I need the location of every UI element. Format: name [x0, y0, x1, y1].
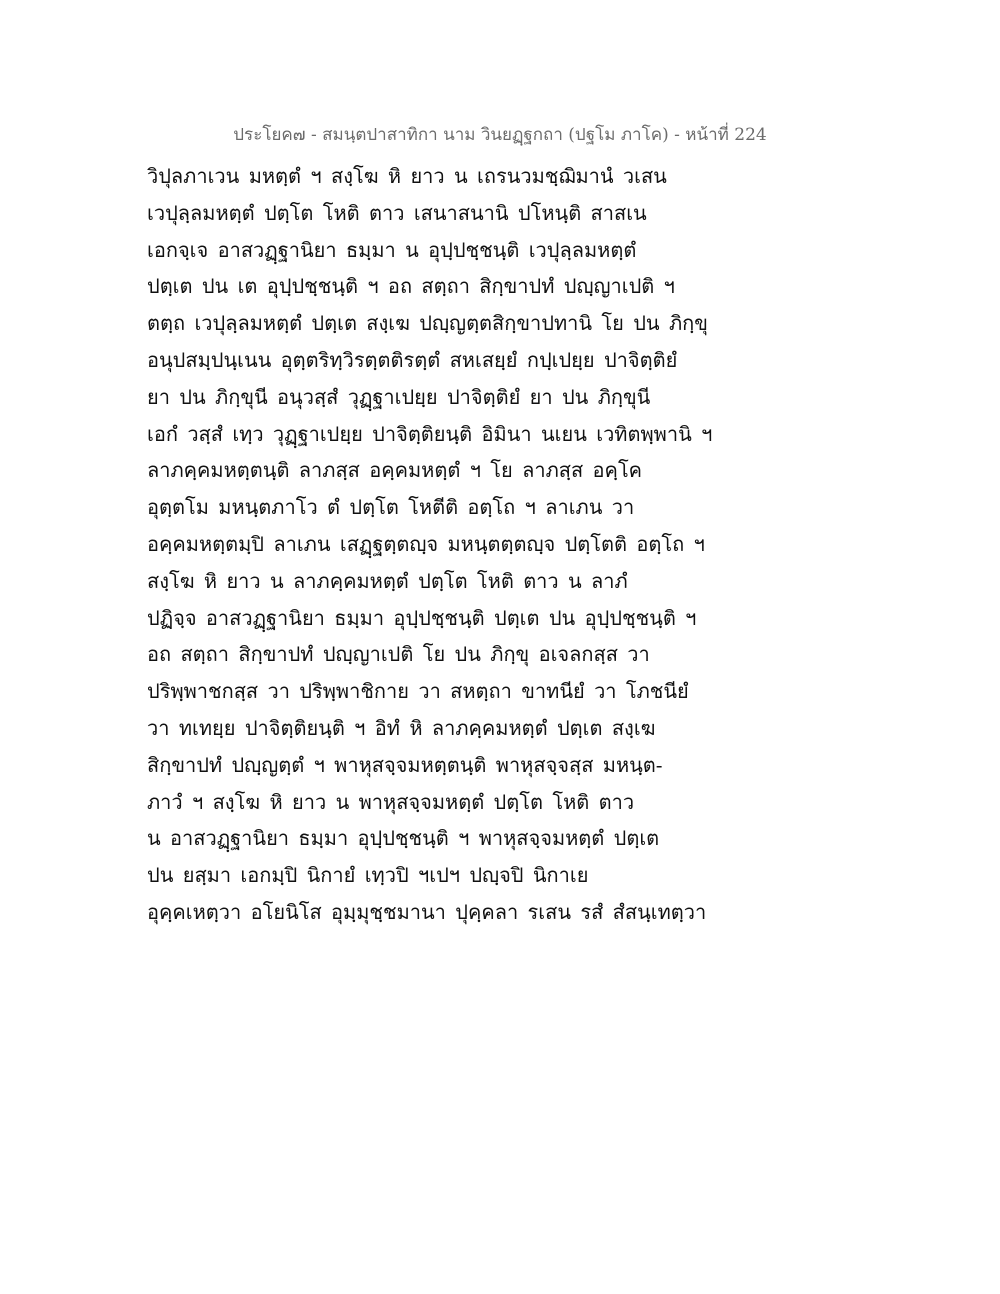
text-line: อคฺคมหตฺตมฺปิ ลาเภน เสฏฺฐตฺตญฺจ มหนฺตตฺตญฺจ ปตฺโตติ อตฺโถ ฯ	[147, 531, 705, 556]
text-line: ตตฺถ เวปุลฺลมหตฺตํ ปตฺเต สงฺเฆ ปญฺญตฺตสิกฺขาปทานิ โย ปน ภิกฺขุ	[147, 311, 708, 336]
text-line: อนุปสมฺปนฺเนน อุตฺตริทฺวิรตฺตติรตฺตํ สหเสยฺยํ กปฺเปยฺย ปาจิตฺติยํ	[147, 347, 678, 372]
body-text	[147, 158, 847, 931]
text-line: ลาภคฺคมหตฺตนฺติ ลาภสฺส อคฺคมหตฺตํ ฯ โย ลาภสฺส อคฺโค	[147, 458, 643, 483]
text-line: เอกํ วสฺสํ เทฺว วุฏฺฐาเปยฺย ปาจิตฺติยนฺติ อิมินา นเยน เวทิตพฺพานิ ฯ	[147, 421, 713, 446]
running-header: ประโยค๗ - สมนฺตปาสาทิกา นาม วินยฏฺฐกถา (ปฐโม ภาโค) - หน้าที่ 224	[233, 125, 767, 145]
text-line: ปฏิจฺจ อาสวฏฺฐานิยา ธมฺมา อุปฺปชฺชนฺติ ปตฺเต ปน อุปฺปชฺชนฺติ ฯ	[147, 605, 697, 630]
text-line: สิกฺขาปทํ ปญฺญตฺตํ ฯ พาหุสจฺจมหตฺตนฺติ พาหุสจฺจสฺส มหนฺต-	[147, 752, 663, 777]
text-line: อถ สตฺถา สิกฺขาปทํ ปญฺญาเปติ โย ปน ภิกฺขุ อเจลกสฺส วา	[147, 642, 650, 667]
text-line: น อาสวฏฺฐานิยา ธมฺมา อุปฺปชฺชนฺติ ฯ พาหุสจฺจมหตฺตํ ปตฺเต	[147, 826, 660, 851]
text-line: อุคฺคเหตฺวา อโยนิโส อุมฺมุชฺชมานา ปุคฺคลา รเสน รสํ สํสนฺเทตฺวา	[147, 899, 707, 924]
text-line: ยา ปน ภิกฺขุนี อนุวสฺสํ วุฏฺฐาเปยฺย ปาจิตฺติยํ ยา ปน ภิกฺขุนี	[147, 384, 651, 409]
text-line: เวปุลฺลมหตฺตํ ปตฺโต โหติ ตาว เสนาสนานิ ปโหนฺติ สาสเน	[147, 200, 647, 225]
text-line: เอกจฺเจ อาสวฏฺฐานิยา ธมฺมา น อุปฺปชฺชนฺติ เวปุลฺลมหตฺตํ	[147, 237, 637, 262]
text-line: ปริพฺพาชกสฺส วา ปริพฺพาชิกาย วา สหตฺถา ขาทนียํ วา โภชนียํ	[147, 679, 689, 704]
text-line: วา ทเทยฺย ปาจิตฺติยนฺติ ฯ อิทํ หิ ลาภคฺคมหตฺตํ ปตฺเต สงฺเฆ	[147, 715, 656, 740]
text-line: ปตฺเต ปน เต อุปฺปชฺชนฺติ ฯ อถ สตฺถา สิกฺขาปทํ ปญฺญาเปติ ฯ	[147, 274, 675, 299]
text-line: วิปุลภาเวน มหตฺตํ ฯ สงฺโฆ หิ ยาว น เถรนวมชฺฌิมานํ วเสน	[147, 164, 667, 188]
text-line: ปน ยสฺมา เอกมฺปิ นิกายํ เทฺวปิ ฯเปฯ ปญฺจปิ นิกาเย	[147, 863, 589, 888]
text-line: อุตฺตโม มหนฺตภาโว ตํ ปตฺโต โหตีติ อตฺโถ ฯ ลาเภน วา	[147, 495, 635, 520]
text-line: ภาวํ ฯ สงฺโฆ หิ ยาว น พาหุสจฺจมหตฺตํ ปตฺโต โหติ ตาว	[147, 789, 635, 814]
text-line: สงฺโฆ หิ ยาว น ลาภคฺคมหตฺตํ ปตฺโต โหติ ตาว น ลาภํ	[147, 568, 628, 593]
